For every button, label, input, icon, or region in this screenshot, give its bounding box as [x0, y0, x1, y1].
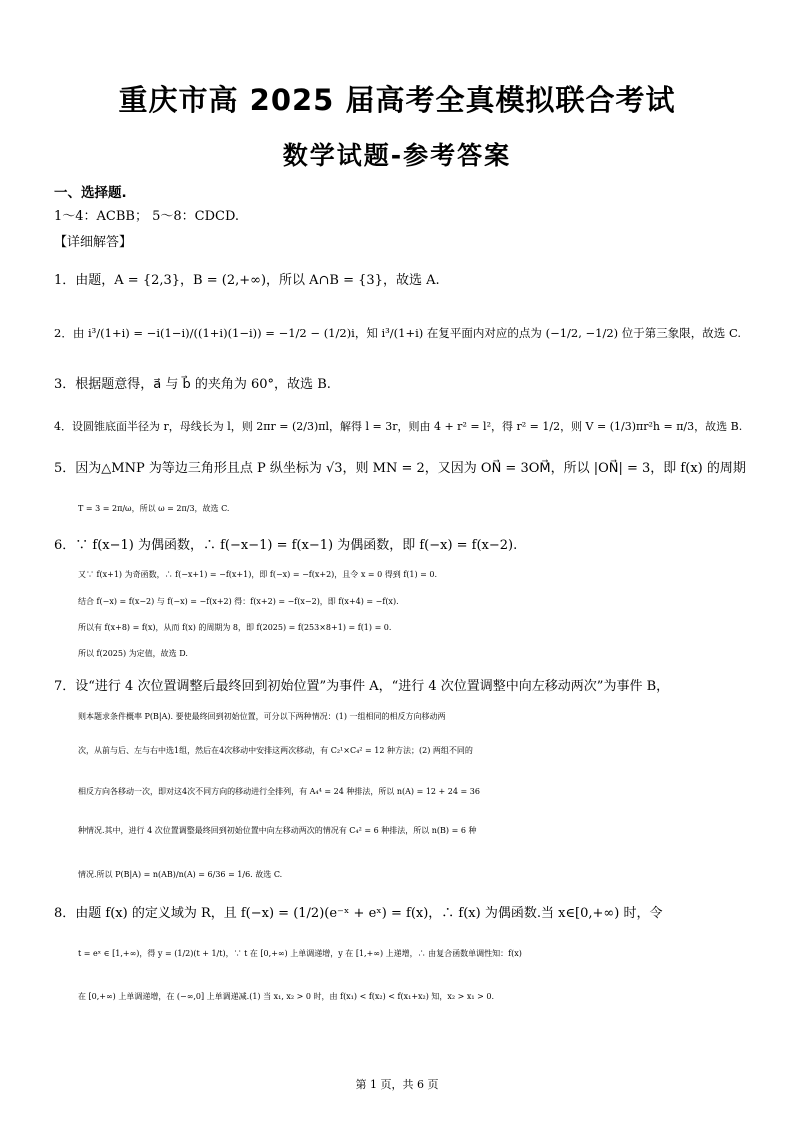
answer-key: 1～4：ACBB； 5～8：CDCD.	[54, 209, 240, 224]
solution-line: 结合 f(−x) = f(x−2) 与 f(−x) = −f(x+2) 得：f(x+2) = −f(x−2)，即 f(x+4) = −f(x).	[78, 597, 399, 606]
solution-line: t = eˣ ∈ [1,+∞)，得 y = (1/2)(t + 1/t)，∵ t 在 [0,+∞) 上单调递增，y 在 [1,+∞) 上递增，∴ 由复合函数单调性知：f(x)	[78, 949, 522, 958]
solution-line: 在 [0,+∞) 上单调递增，在 (−∞,0] 上单调递减.(1) 当 x₁, x₂ > 0 时，由 f(x₁) < f(x₂) < f(x₁+x₂) 知，x₂ > x₁ > 0.	[78, 992, 495, 1001]
solution-line: 7．设“进行 4 次位置调整后最终回到初始位置”为事件 A，“进行 4 次位置调整中向左移动两次”为事件 B，	[54, 679, 670, 694]
solution-line: T = 3 = 2π/ω，所以 ω = 2π/3，故选 C.	[78, 504, 230, 513]
solution-line: 5．因为△MNP 为等边三角形且点 P 纵坐标为 √3，则 MN = 2，又因为 ON⃗ = 3OM⃗，所以 |ON⃗| = 3，即 f(x) 的周期	[54, 461, 746, 476]
solution-line: 相反方向各移动一次，即对这4次不同方向的移动进行全排列，有 A₄⁴ = 24 种排法，所以 n(A) = 12 + 24 = 36	[78, 787, 480, 796]
solution-line: 情况.所以 P(B|A) = n(AB)/n(A) = 6/36 = 1/6. 故选 C.	[78, 870, 283, 879]
solution-line: 3．根据题意得，a⃗ 与 b⃗ 的夹角为 60°，故选 B.	[54, 377, 331, 392]
detail-label: 【详细解答】	[54, 235, 133, 250]
solution-line: 2．由 i³/(1+i) = −i(1−i)/((1+i)(1−i)) = −1/2 − (1/2)i，知 i³/(1+i) 在复平面内对应的点为 (−1/2, −1/2) 位于第三象限，故选 C.	[54, 326, 742, 340]
solution-line: 1．由题，A = {2,3}，B = (2,+∞)，所以 A∩B = {3}，故选 A.	[54, 273, 440, 288]
solution-line: 所以有 f(x+8) = f(x)，从而 f(x) 的周期为 8，即 f(2025) = f(253×8+1) = f(1) = 0.	[78, 623, 392, 632]
page-footer: 第 1 页，共 6 页	[355, 1078, 439, 1091]
solution-line: 又∵ f(x+1) 为奇函数，∴ f(−x+1) = −f(x+1)，即 f(−x) = −f(x+2)，且令 x = 0 得到 f(1) = 0.	[78, 570, 438, 579]
solution-line: 8．由题 f(x) 的定义域为 R，且 f(−x) = (1/2)(e⁻ˣ + eˣ) = f(x)，∴ f(x) 为偶函数.当 x∈[0,+∞) 时，令	[54, 906, 663, 921]
section-heading: 一、选择题.	[54, 185, 127, 201]
exam-title: 重庆市高 2025 届高考全真模拟联合考试	[118, 83, 676, 117]
solution-line: 6．∵ f(x−1) 为偶函数，∴ f(−x−1) = f(x−1) 为偶函数，即 f(−x) = f(x−2).	[54, 538, 518, 553]
solution-line: 种情况.其中，进行 4 次位置调整最终回到初始位置中向左移动两次的情况有 C₄² = 6 种排法，所以 n(B) = 6 种	[78, 826, 477, 835]
solution-line: 则本题求条件概率 P(B|A). 要使最终回到初始位置，可分以下两种情况：(1) 一组相同的相反方向移动两	[78, 712, 446, 721]
solution-line: 所以 f(2025) 为定值，故选 D.	[78, 649, 188, 658]
solution-line: 次，从前与后、左与右中选1组，然后在4次移动中安排这两次移动，有 C₂¹×C₄² = 12 种方法；(2) 两组不同的	[78, 746, 473, 755]
exam-subtitle: 数学试题-参考答案	[282, 141, 512, 170]
solution-line: 4．设圆锥底面半径为 r，母线长为 l，则 2πr = (2/3)πl，解得 l = 3r，则由 4 + r² = l²，得 r² = 1/2，则 V = (1/3)πr²h = π/3，故选 B.	[54, 420, 743, 433]
